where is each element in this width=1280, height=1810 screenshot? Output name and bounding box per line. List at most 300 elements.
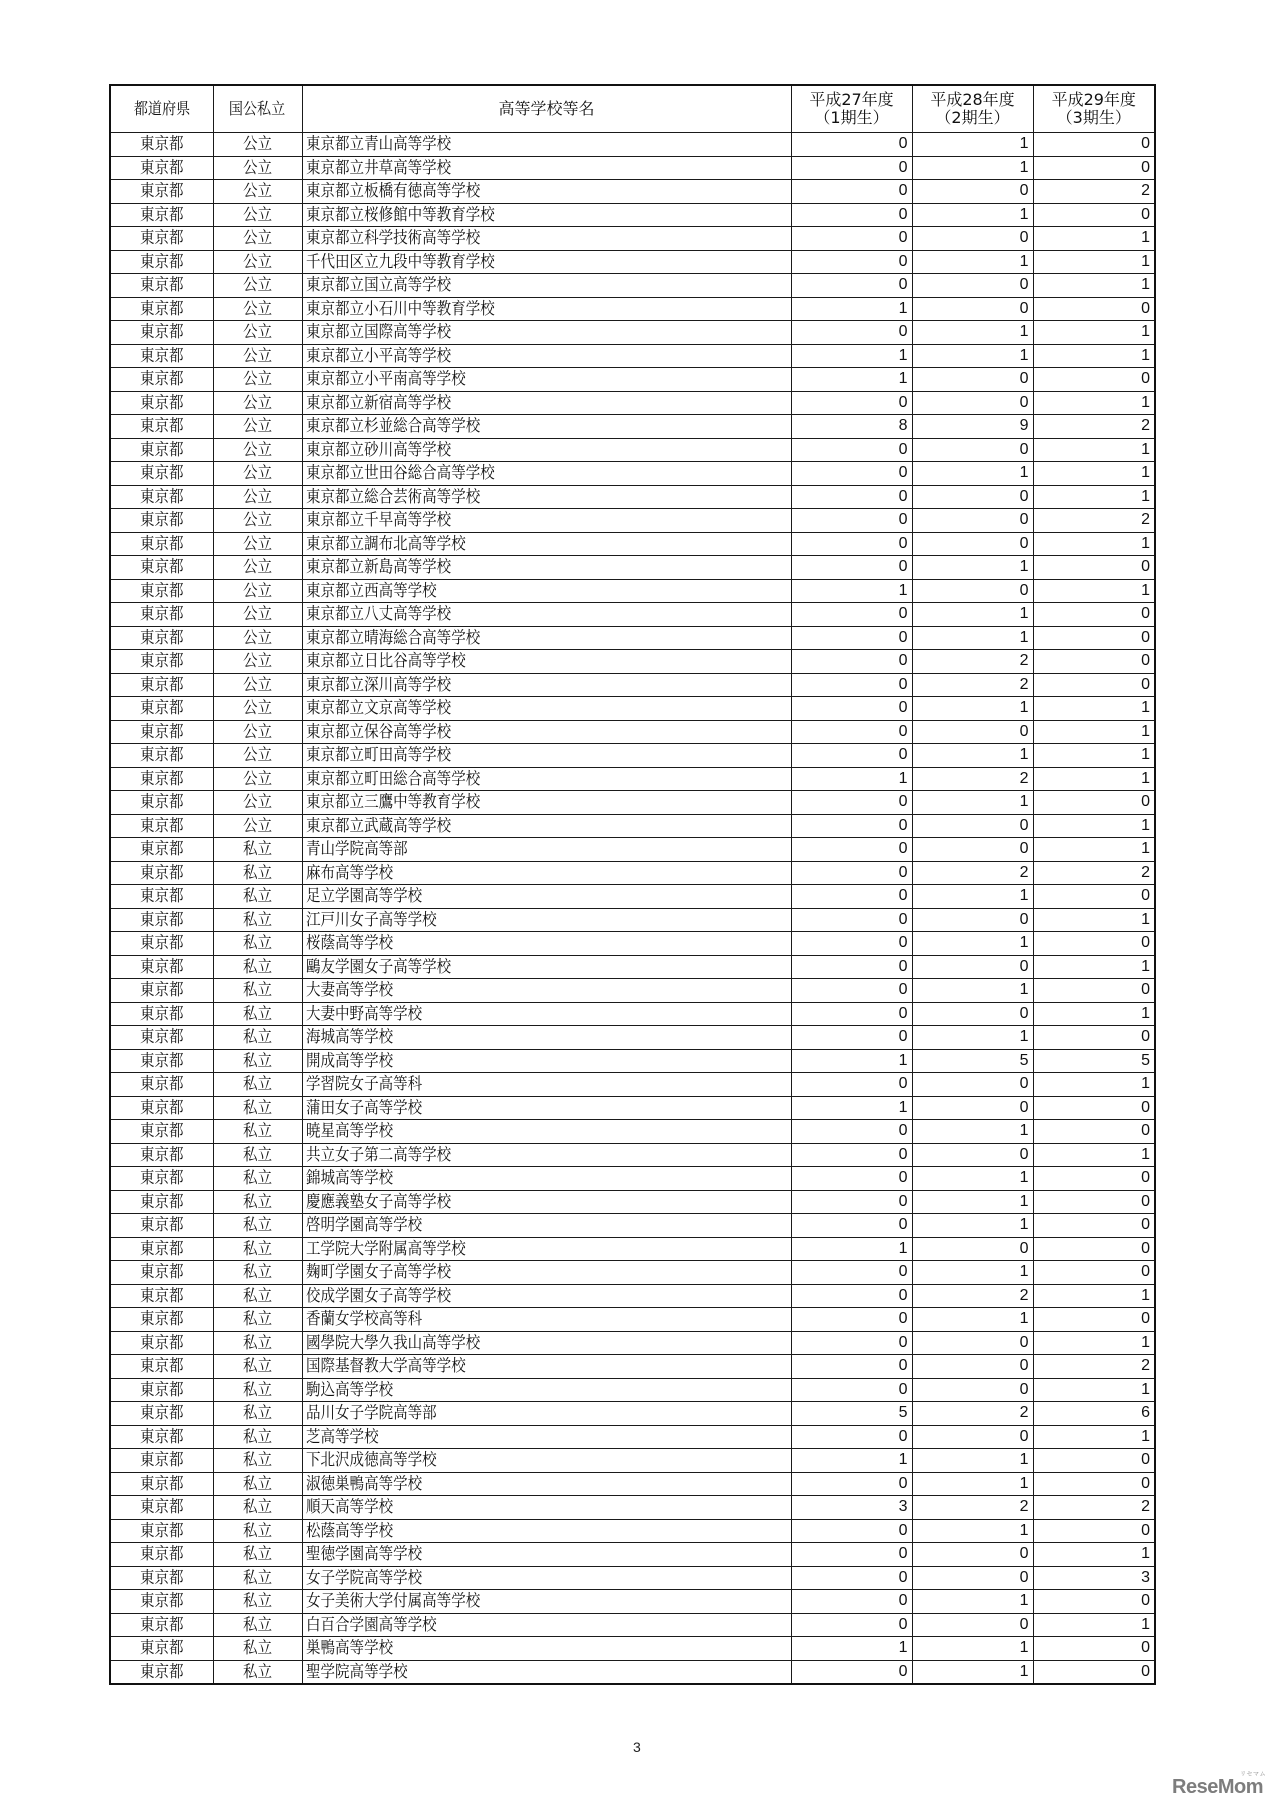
cell-school-name: 東京都立科学技術高等学校 — [302, 227, 791, 251]
cell-h27-count: 0 — [791, 720, 912, 744]
cell-h28-count: 0 — [912, 1355, 1033, 1379]
table-row — [110, 1660, 1155, 1684]
cell-prefecture: 東京都 — [110, 462, 213, 486]
cell-type: 公立 — [213, 203, 302, 227]
cell-type: 公立 — [213, 720, 302, 744]
page-number: 3 — [633, 1739, 641, 1755]
cell-h28-count: 0 — [912, 1543, 1033, 1567]
cell-type: 公立 — [213, 391, 302, 415]
cell-type: 公立 — [213, 321, 302, 345]
cell-h29-count: 0 — [1033, 603, 1155, 627]
table-row — [110, 861, 1155, 885]
cell-school-name: 東京都立国際高等学校 — [302, 321, 791, 345]
cell-type: 私立 — [213, 1613, 302, 1637]
cell-type: 私立 — [213, 1284, 302, 1308]
cell-h27-count: 0 — [791, 979, 912, 1003]
cell-type: 私立 — [213, 1496, 302, 1520]
cell-prefecture: 東京都 — [110, 697, 213, 721]
cell-prefecture: 東京都 — [110, 1402, 213, 1426]
header-h28: 平成28年度 （2期生） — [912, 85, 1033, 133]
cell-h27-count: 0 — [791, 274, 912, 298]
school-table-container — [109, 84, 1156, 1685]
cell-prefecture: 東京都 — [110, 1613, 213, 1637]
cell-h28-count: 0 — [912, 485, 1033, 509]
cell-h27-count: 0 — [791, 321, 912, 345]
cell-h28-count: 2 — [912, 767, 1033, 791]
table-row — [110, 767, 1155, 791]
cell-h28-count: 1 — [912, 321, 1033, 345]
cell-h28-count: 1 — [912, 1120, 1033, 1144]
cell-school-name: 錦城高等学校 — [302, 1167, 791, 1191]
cell-type: 公立 — [213, 791, 302, 815]
cell-h28-count: 0 — [912, 955, 1033, 979]
table-row — [110, 720, 1155, 744]
cell-prefecture: 東京都 — [110, 1543, 213, 1567]
cell-h27-count: 0 — [791, 462, 912, 486]
cell-type: 私立 — [213, 838, 302, 862]
cell-h27-count: 0 — [791, 438, 912, 462]
cell-h28-count: 1 — [912, 344, 1033, 368]
cell-h29-count: 0 — [1033, 1660, 1155, 1684]
cell-school-name: 東京都立砂川高等学校 — [302, 438, 791, 462]
cell-school-name: 麹町学園女子高等学校 — [302, 1261, 791, 1285]
cell-prefecture: 東京都 — [110, 885, 213, 909]
table-row — [110, 1543, 1155, 1567]
cell-prefecture: 東京都 — [110, 1120, 213, 1144]
cell-prefecture: 東京都 — [110, 274, 213, 298]
cell-h27-count: 0 — [791, 1214, 912, 1238]
cell-h28-count: 1 — [912, 1190, 1033, 1214]
cell-school-name: 足立学園高等学校 — [302, 885, 791, 909]
cell-h29-count: 0 — [1033, 1308, 1155, 1332]
cell-h29-count: 0 — [1033, 1214, 1155, 1238]
cell-h29-count: 0 — [1033, 1167, 1155, 1191]
cell-prefecture: 東京都 — [110, 556, 213, 580]
cell-h27-count: 1 — [791, 1237, 912, 1261]
cell-school-name: 東京都立国立高等学校 — [302, 274, 791, 298]
cell-type: 公立 — [213, 250, 302, 274]
cell-type: 公立 — [213, 462, 302, 486]
cell-type: 公立 — [213, 603, 302, 627]
cell-h27-count: 0 — [791, 1590, 912, 1614]
cell-school-name: 東京都立総合芸術高等学校 — [302, 485, 791, 509]
cell-prefecture: 東京都 — [110, 1214, 213, 1238]
cell-h29-count: 1 — [1033, 1425, 1155, 1449]
cell-h29-count: 1 — [1033, 1331, 1155, 1355]
header-h29: 平成29年度 （3期生） — [1033, 85, 1155, 133]
cell-h27-count: 0 — [791, 1355, 912, 1379]
cell-school-name: 東京都立八丈高等学校 — [302, 603, 791, 627]
cell-h29-count: 1 — [1033, 532, 1155, 556]
cell-h29-count: 0 — [1033, 673, 1155, 697]
cell-h29-count: 0 — [1033, 932, 1155, 956]
cell-school-name: 慶應義塾女子高等学校 — [302, 1190, 791, 1214]
cell-h28-count: 0 — [912, 1566, 1033, 1590]
cell-h29-count: 0 — [1033, 979, 1155, 1003]
cell-h27-count: 0 — [791, 133, 912, 157]
table-row — [110, 650, 1155, 674]
table-row — [110, 1590, 1155, 1614]
cell-h28-count: 0 — [912, 838, 1033, 862]
cell-h28-count: 0 — [912, 391, 1033, 415]
cell-prefecture: 東京都 — [110, 1590, 213, 1614]
cell-h28-count: 0 — [912, 227, 1033, 251]
cell-h27-count: 0 — [791, 1331, 912, 1355]
cell-prefecture: 東京都 — [110, 203, 213, 227]
table-row — [110, 1002, 1155, 1026]
cell-h29-count: 0 — [1033, 1519, 1155, 1543]
cell-prefecture: 東京都 — [110, 720, 213, 744]
cell-school-name: 麻布高等学校 — [302, 861, 791, 885]
table-row — [110, 1425, 1155, 1449]
cell-school-name: 開成高等学校 — [302, 1049, 791, 1073]
cell-prefecture: 東京都 — [110, 391, 213, 415]
cell-school-name: 東京都立青山高等学校 — [302, 133, 791, 157]
cell-h29-count: 1 — [1033, 485, 1155, 509]
cell-h29-count: 0 — [1033, 1261, 1155, 1285]
cell-prefecture: 東京都 — [110, 579, 213, 603]
cell-type: 私立 — [213, 1331, 302, 1355]
cell-school-name: 東京都立西高等学校 — [302, 579, 791, 603]
cell-h28-count: 2 — [912, 673, 1033, 697]
cell-school-name: 東京都立調布北高等学校 — [302, 532, 791, 556]
cell-h29-count: 0 — [1033, 1190, 1155, 1214]
cell-type: 私立 — [213, 979, 302, 1003]
cell-h27-count: 0 — [791, 1143, 912, 1167]
cell-prefecture: 東京都 — [110, 814, 213, 838]
cell-prefecture: 東京都 — [110, 532, 213, 556]
cell-prefecture: 東京都 — [110, 955, 213, 979]
cell-h28-count: 0 — [912, 1613, 1033, 1637]
cell-h29-count: 1 — [1033, 344, 1155, 368]
cell-h27-count: 0 — [791, 1543, 912, 1567]
cell-type: 公立 — [213, 509, 302, 533]
cell-type: 私立 — [213, 1378, 302, 1402]
cell-prefecture: 東京都 — [110, 1190, 213, 1214]
cell-type: 私立 — [213, 1167, 302, 1191]
cell-h27-count: 3 — [791, 1496, 912, 1520]
cell-h28-count: 1 — [912, 1308, 1033, 1332]
cell-school-name: 松蔭高等学校 — [302, 1519, 791, 1543]
cell-type: 私立 — [213, 1190, 302, 1214]
cell-h27-count: 0 — [791, 556, 912, 580]
cell-h28-count: 2 — [912, 1402, 1033, 1426]
table-row — [110, 156, 1155, 180]
cell-h27-count: 0 — [791, 156, 912, 180]
cell-school-name: 順天高等学校 — [302, 1496, 791, 1520]
cell-h28-count: 0 — [912, 1073, 1033, 1097]
cell-h27-count: 5 — [791, 1402, 912, 1426]
cell-h27-count: 1 — [791, 1049, 912, 1073]
cell-prefecture: 東京都 — [110, 1378, 213, 1402]
cell-h28-count: 0 — [912, 438, 1033, 462]
table-row — [110, 321, 1155, 345]
cell-h29-count: 0 — [1033, 791, 1155, 815]
cell-type: 私立 — [213, 1566, 302, 1590]
cell-type: 私立 — [213, 1590, 302, 1614]
cell-school-name: 東京都立小石川中等教育学校 — [302, 297, 791, 321]
cell-type: 私立 — [213, 1096, 302, 1120]
cell-school-name: 暁星高等学校 — [302, 1120, 791, 1144]
table-row — [110, 1096, 1155, 1120]
cell-h27-count: 0 — [791, 227, 912, 251]
cell-h29-count: 1 — [1033, 462, 1155, 486]
cell-h27-count: 0 — [791, 1284, 912, 1308]
cell-h27-count: 0 — [791, 1613, 912, 1637]
cell-h27-count: 0 — [791, 1120, 912, 1144]
header-prefecture: 都道府県 — [110, 85, 213, 133]
cell-h27-count: 1 — [791, 767, 912, 791]
cell-h27-count: 0 — [791, 203, 912, 227]
cell-prefecture: 東京都 — [110, 1355, 213, 1379]
cell-h29-count: 1 — [1033, 250, 1155, 274]
cell-h27-count: 0 — [791, 1261, 912, 1285]
cell-h29-count: 1 — [1033, 767, 1155, 791]
cell-prefecture: 東京都 — [110, 932, 213, 956]
table-row — [110, 180, 1155, 204]
cell-type: 公立 — [213, 156, 302, 180]
cell-h29-count: 5 — [1033, 1049, 1155, 1073]
cell-school-name: 桜蔭高等学校 — [302, 932, 791, 956]
table-row — [110, 485, 1155, 509]
cell-h28-count: 0 — [912, 274, 1033, 298]
table-row — [110, 1237, 1155, 1261]
cell-h28-count: 0 — [912, 368, 1033, 392]
cell-school-name: 共立女子第二高等学校 — [302, 1143, 791, 1167]
cell-type: 公立 — [213, 227, 302, 251]
table-row — [110, 1073, 1155, 1097]
cell-h29-count: 0 — [1033, 1449, 1155, 1473]
cell-type: 私立 — [213, 1073, 302, 1097]
table-row — [110, 1026, 1155, 1050]
cell-type: 公立 — [213, 579, 302, 603]
cell-h28-count: 2 — [912, 861, 1033, 885]
cell-h28-count: 1 — [912, 1261, 1033, 1285]
cell-h27-count: 0 — [791, 744, 912, 768]
cell-type: 公立 — [213, 297, 302, 321]
cell-h28-count: 1 — [912, 133, 1033, 157]
table-row — [110, 462, 1155, 486]
cell-h27-count: 0 — [791, 885, 912, 909]
cell-type: 私立 — [213, 1308, 302, 1332]
cell-type: 私立 — [213, 1049, 302, 1073]
cell-type: 公立 — [213, 532, 302, 556]
table-row — [110, 673, 1155, 697]
cell-h27-count: 8 — [791, 415, 912, 439]
cell-h27-count: 0 — [791, 673, 912, 697]
logo-ruby-text: リセマム — [1240, 1771, 1266, 1778]
cell-h29-count: 1 — [1033, 438, 1155, 462]
cell-h28-count: 1 — [912, 744, 1033, 768]
cell-h28-count: 0 — [912, 1002, 1033, 1026]
cell-h29-count: 2 — [1033, 1496, 1155, 1520]
table-row — [110, 203, 1155, 227]
cell-h29-count: 0 — [1033, 156, 1155, 180]
cell-prefecture: 東京都 — [110, 438, 213, 462]
cell-type: 私立 — [213, 1425, 302, 1449]
cell-h28-count: 0 — [912, 532, 1033, 556]
cell-prefecture: 東京都 — [110, 415, 213, 439]
cell-prefecture: 東京都 — [110, 509, 213, 533]
cell-h28-count: 2 — [912, 1496, 1033, 1520]
table-row — [110, 1613, 1155, 1637]
cell-h29-count: 0 — [1033, 1120, 1155, 1144]
cell-h28-count: 1 — [912, 603, 1033, 627]
cell-type: 私立 — [213, 1543, 302, 1567]
logo-text: ReseMom — [1172, 1776, 1263, 1798]
cell-prefecture: 東京都 — [110, 767, 213, 791]
cell-h28-count: 1 — [912, 932, 1033, 956]
cell-h27-count: 0 — [791, 908, 912, 932]
cell-school-name: 品川女子学院高等部 — [302, 1402, 791, 1426]
table-row — [110, 1637, 1155, 1661]
table-row — [110, 227, 1155, 251]
cell-school-name: 啓明学園高等学校 — [302, 1214, 791, 1238]
table-row — [110, 838, 1155, 862]
cell-h29-count: 2 — [1033, 1355, 1155, 1379]
cell-school-name: 鷗友学園女子高等学校 — [302, 955, 791, 979]
cell-prefecture: 東京都 — [110, 1002, 213, 1026]
cell-h27-count: 1 — [791, 579, 912, 603]
cell-school-name: 香蘭女学校高等科 — [302, 1308, 791, 1332]
cell-h29-count: 0 — [1033, 1096, 1155, 1120]
table-row — [110, 979, 1155, 1003]
table-row — [110, 955, 1155, 979]
cell-prefecture: 東京都 — [110, 1049, 213, 1073]
cell-h27-count: 0 — [791, 1472, 912, 1496]
cell-prefecture: 東京都 — [110, 321, 213, 345]
header-school-name: 高等学校等名 — [302, 85, 791, 133]
cell-h27-count: 1 — [791, 368, 912, 392]
cell-h29-count: 0 — [1033, 1026, 1155, 1050]
cell-prefecture: 東京都 — [110, 1566, 213, 1590]
table-row — [110, 344, 1155, 368]
cell-type: 私立 — [213, 1237, 302, 1261]
table-row — [110, 1214, 1155, 1238]
cell-type: 公立 — [213, 697, 302, 721]
cell-h28-count: 0 — [912, 1143, 1033, 1167]
cell-h29-count: 1 — [1033, 814, 1155, 838]
cell-h27-count: 0 — [791, 1519, 912, 1543]
cell-school-name: 下北沢成徳高等学校 — [302, 1449, 791, 1473]
cell-h28-count: 0 — [912, 180, 1033, 204]
cell-h27-count: 0 — [791, 250, 912, 274]
cell-type: 私立 — [213, 861, 302, 885]
cell-school-name: 駒込高等学校 — [302, 1378, 791, 1402]
table-row — [110, 438, 1155, 462]
table-row — [110, 368, 1155, 392]
cell-h29-count: 1 — [1033, 274, 1155, 298]
table-row — [110, 1167, 1155, 1191]
cell-h27-count: 0 — [791, 1660, 912, 1684]
cell-h29-count: 0 — [1033, 133, 1155, 157]
cell-h28-count: 0 — [912, 1096, 1033, 1120]
cell-prefecture: 東京都 — [110, 979, 213, 1003]
cell-h28-count: 0 — [912, 297, 1033, 321]
cell-h28-count: 1 — [912, 1449, 1033, 1473]
cell-h28-count: 1 — [912, 1167, 1033, 1191]
cell-type: 私立 — [213, 1402, 302, 1426]
cell-h28-count: 0 — [912, 720, 1033, 744]
cell-type: 私立 — [213, 1143, 302, 1167]
cell-school-name: 国際基督教大学高等学校 — [302, 1355, 791, 1379]
cell-h29-count: 6 — [1033, 1402, 1155, 1426]
cell-type: 私立 — [213, 885, 302, 909]
cell-school-name: 佼成学園女子高等学校 — [302, 1284, 791, 1308]
cell-prefecture: 東京都 — [110, 227, 213, 251]
table-row — [110, 885, 1155, 909]
cell-h28-count: 1 — [912, 697, 1033, 721]
header-row — [110, 85, 1155, 133]
table-row — [110, 532, 1155, 556]
cell-school-name: 東京都立千早高等学校 — [302, 509, 791, 533]
cell-h28-count: 0 — [912, 509, 1033, 533]
cell-school-name: 大妻中野高等学校 — [302, 1002, 791, 1026]
cell-school-name: 東京都立井草高等学校 — [302, 156, 791, 180]
cell-prefecture: 東京都 — [110, 1167, 213, 1191]
table-row — [110, 133, 1155, 157]
cell-h28-count: 1 — [912, 1472, 1033, 1496]
cell-h27-count: 0 — [791, 603, 912, 627]
cell-type: 公立 — [213, 626, 302, 650]
cell-prefecture: 東京都 — [110, 791, 213, 815]
resemom-logo — [1172, 1770, 1272, 1798]
cell-h28-count: 1 — [912, 1590, 1033, 1614]
cell-school-name: 淑徳巣鴨高等学校 — [302, 1472, 791, 1496]
cell-school-name: 東京都立深川高等学校 — [302, 673, 791, 697]
school-count-table — [109, 84, 1156, 1685]
table-row — [110, 1378, 1155, 1402]
table-row — [110, 1402, 1155, 1426]
cell-type: 私立 — [213, 908, 302, 932]
cell-h27-count: 0 — [791, 509, 912, 533]
table-row — [110, 556, 1155, 580]
cell-h29-count: 1 — [1033, 955, 1155, 979]
cell-h29-count: 0 — [1033, 1237, 1155, 1261]
cell-h27-count: 0 — [791, 1073, 912, 1097]
table-row — [110, 1496, 1155, 1520]
table-row — [110, 1566, 1155, 1590]
cell-h28-count: 2 — [912, 650, 1033, 674]
cell-h27-count: 0 — [791, 1026, 912, 1050]
cell-school-name: 白百合学園高等学校 — [302, 1613, 791, 1637]
table-row — [110, 509, 1155, 533]
cell-h27-count: 0 — [791, 391, 912, 415]
table-row — [110, 274, 1155, 298]
cell-h28-count: 2 — [912, 1284, 1033, 1308]
header-h27: 平成27年度 （1期生） — [791, 85, 912, 133]
cell-school-name: 東京都立武蔵高等学校 — [302, 814, 791, 838]
cell-h28-count: 9 — [912, 415, 1033, 439]
cell-h27-count: 0 — [791, 1566, 912, 1590]
cell-prefecture: 東京都 — [110, 650, 213, 674]
cell-prefecture: 東京都 — [110, 1425, 213, 1449]
cell-school-name: 聖学院高等学校 — [302, 1660, 791, 1684]
cell-h29-count: 1 — [1033, 227, 1155, 251]
cell-h28-count: 1 — [912, 1660, 1033, 1684]
cell-h29-count: 0 — [1033, 1590, 1155, 1614]
cell-h28-count: 1 — [912, 885, 1033, 909]
cell-type: 公立 — [213, 415, 302, 439]
cell-school-name: 蒲田女子高等学校 — [302, 1096, 791, 1120]
cell-prefecture: 東京都 — [110, 156, 213, 180]
cell-prefecture: 東京都 — [110, 861, 213, 885]
cell-h29-count: 0 — [1033, 1472, 1155, 1496]
cell-h29-count: 1 — [1033, 908, 1155, 932]
cell-prefecture: 東京都 — [110, 673, 213, 697]
cell-h27-count: 1 — [791, 344, 912, 368]
cell-h29-count: 0 — [1033, 650, 1155, 674]
